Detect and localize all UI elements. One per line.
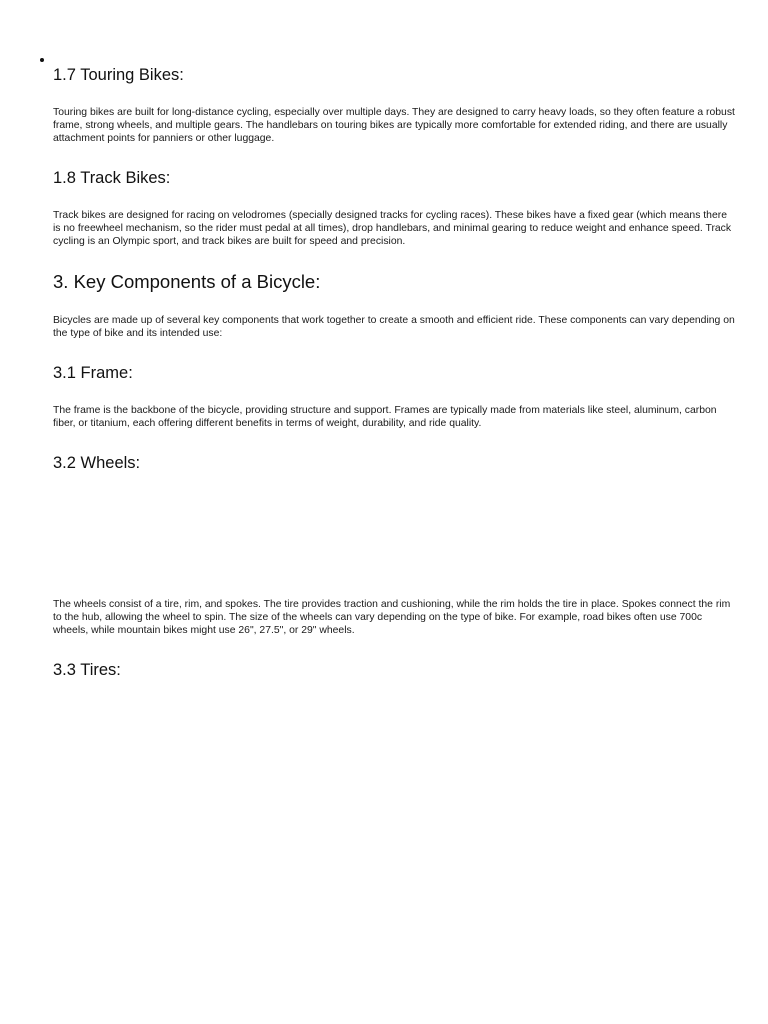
paragraph-frame: The frame is the backbone of the bicycle, providing structure and support. Frames are typically made from materials like steel, aluminum, carbon fiber, or titanium, each offering different benefits in terms of weight, durability, and ride quality. — [53, 405, 717, 429]
heading-frame: 3.1 Frame: — [53, 364, 133, 382]
document-content — [53, 64, 735, 681]
paragraph-key-components: Bicycles are made up of several key components that work together to create a smooth and efficient ride. These components can vary depending on the type of bike and its intended use: — [53, 315, 735, 339]
paragraph-touring-bikes: Touring bikes are built for long-distance cycling, especially over multiple days. They are designed to carry heavy loads, so they often feature a robust frame, strong wheels, and multiple gears. The handlebars on touring bikes are typically more comfortable for extended riding, and there are usually attachment points for panniers or other luggage. — [53, 107, 735, 144]
heading-touring-bikes: 1.7 Touring Bikes: — [53, 66, 184, 84]
paragraph-wheels: The wheels consist of a tire, rim, and spokes. The tire provides traction and cushioning, while the rim holds the tire in place. Spokes connect the rim to the hub, allowing the wheel to spin. The size of the wheels can vary depending on the type of bike. For example, road bikes often use 700c wheels, while mountain bikes might use 26", 27.5", or 29" wheels. — [53, 599, 731, 636]
heading-wheels: 3.2 Wheels: — [53, 454, 141, 472]
paragraph-track-bikes: Track bikes are designed for racing on velodromes (specially designed tracks for cycling races). These bikes have a fixed gear (which means there is no freewheel mechanism, so the rider must pedal at all times), drop handlebars, and minimal gearing to reduce weight and enhance speed. Track cycling is an Olympic sport, and track bikes are built for speed and precision. — [53, 210, 732, 247]
blank-image-area — [53, 474, 735, 598]
heading-track-bikes: 1.8 Track Bikes: — [53, 169, 171, 187]
bullet-marker — [40, 58, 44, 62]
heading-key-components: 3. Key Components of a Bicycle: — [53, 271, 321, 292]
heading-tires: 3.3 Tires: — [53, 661, 121, 679]
